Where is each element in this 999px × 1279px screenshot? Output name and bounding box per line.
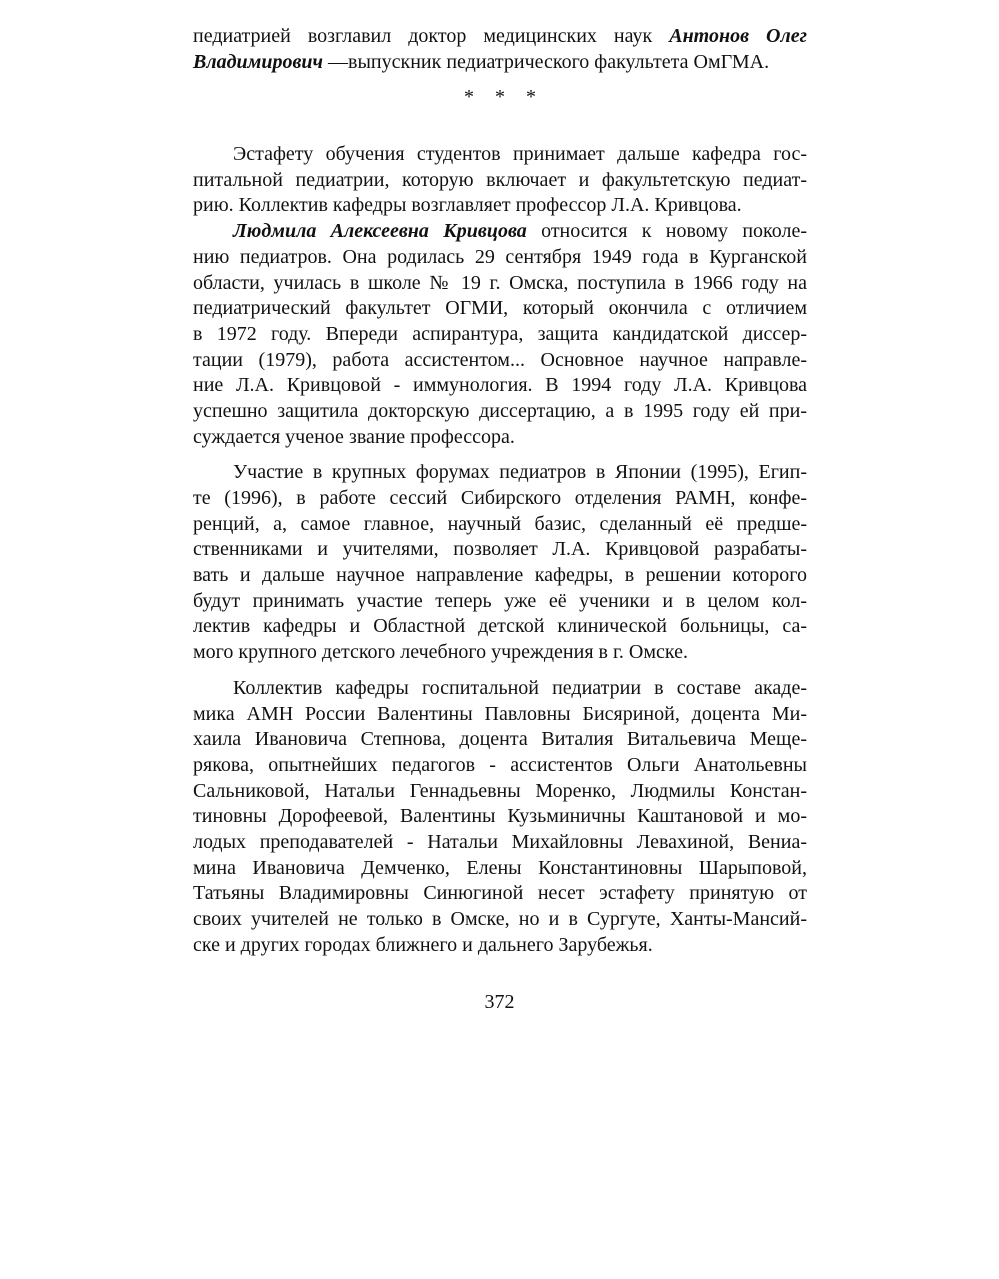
paragraph-line: ске и других городах ближнего и дальнего Зарубежья. [193, 933, 653, 956]
paragraph-1 [193, 142, 807, 219]
paragraph-line: области, училась в школе № 19 г. Омска, поступила в 1966 году на [193, 271, 807, 294]
paragraph-line: Сальниковой, Натальи Геннадьевны Моренко, Людмилы Констан- [193, 779, 807, 802]
intro-line-1 [193, 24, 807, 50]
paragraph-2 [193, 219, 807, 450]
paragraph-line: ренций, а, самое главное, научный базис, сделанный её предше- [193, 512, 807, 535]
paragraph-line: питальной педиатрии, которую включает и факультетскую педиат- [193, 168, 807, 191]
paragraph-line: успешно защитила докторскую диссертацию, а в 1995 году ей при- [193, 399, 807, 422]
paragraph-line: Участие в крупных форумах педиатров в Японии (1995), Егип- [233, 461, 807, 484]
section-separator: * * * [464, 86, 544, 109]
intro-line-2 [193, 50, 807, 76]
page-number: 372 [484, 991, 515, 1013]
paragraph-line: суждается ученое звание профессора. [193, 425, 515, 448]
paragraph-line: Коллектив кафедры госпитальной педиатрии в составе акаде- [233, 676, 807, 699]
paragraph-line: ственниками и учителями, позволяет Л.А. Кривцовой разрабаты- [193, 538, 807, 561]
person-patronymic-bold: Владимирович [193, 50, 324, 73]
paragraph-line: ние Л.А. Кривцовой - иммунология. В 1994 году Л.А. Кривцова [193, 374, 807, 397]
paragraph-line: будут принимать участие теперь уже её ученики и в целом кол- [193, 589, 807, 612]
intro-line2-text: —выпускник педиатрического факультета ОмГМА. [323, 50, 770, 73]
paragraph-4 [193, 676, 807, 959]
paragraph-line [193, 219, 807, 245]
paragraph-line: хаила Ивановича Степнова, доцента Виталия Витальевича Меще- [193, 728, 807, 751]
paragraph-line: лодых преподавателей - Натальи Михайловны Левахиной, Вениа- [193, 830, 807, 853]
paragraph-line-rest: относится к новому поколе- [526, 220, 807, 243]
person-name-bold: Антонов Олег [669, 25, 807, 47]
paragraph-3 [193, 460, 807, 666]
paragraph-line: своих учителей не только в Омске, но и в Сургуте, Ханты-Мансий- [193, 908, 807, 930]
paragraph-line: Татьяны Владимировны Синюгиной несет эстафету принятую от [193, 882, 807, 905]
paragraph-line: мого крупного детского лечебного учреждения в г. Омске. [193, 641, 688, 664]
paragraph-line: рию. Коллектив кафедры возглавляет профессор Л.А. Кривцова. [193, 194, 742, 217]
paragraph-line: мина Ивановича Демченко, Елены Константиновны Шарыповой, [193, 856, 807, 879]
paragraph-line: педиатрический факультет ОГМИ, который окончила с отличием [193, 297, 807, 320]
paragraph-line: те (1996), в работе сессий Сибирского отделения РАМН, конфе- [193, 487, 807, 509]
paragraph-gap [193, 666, 807, 676]
page-body [193, 24, 807, 958]
paragraph-line: Эстафету обучения студентов принимает дальше кафедра гос- [233, 143, 807, 166]
paragraph-line: тации (1979), работа ассистентом... Основное научное направле- [193, 348, 807, 371]
paragraph-line: рякова, опытнейших педагогов - ассистентов Ольги Анатольевны [193, 753, 807, 776]
paragraph-line: мика АМН России Валентины Павловны Бисяриной, доцента Ми- [193, 702, 807, 725]
intro-line1-text: педиатрией возглавил доктор медицинских наук [193, 25, 670, 47]
paragraph-line: лектив кафедры и Областной детской клинической больницы, са- [193, 615, 807, 638]
paragraph-line: в 1972 году. Впереди аспирантура, защита кандидатской диссер- [193, 322, 807, 345]
paragraph-line: вать и дальше научное направление кафедры, в решении которого [193, 564, 807, 587]
paragraph-line: нию педиатров. Она родилась 29 сентября 1949 года в Курганской [193, 245, 807, 268]
paragraph-gap [193, 450, 807, 460]
person-name-bold: Людмила Алексеевна Кривцова [233, 220, 527, 243]
paragraph-line: тиновны Дорофеевой, Валентины Кузьминичны Каштановой и мо- [193, 805, 807, 828]
